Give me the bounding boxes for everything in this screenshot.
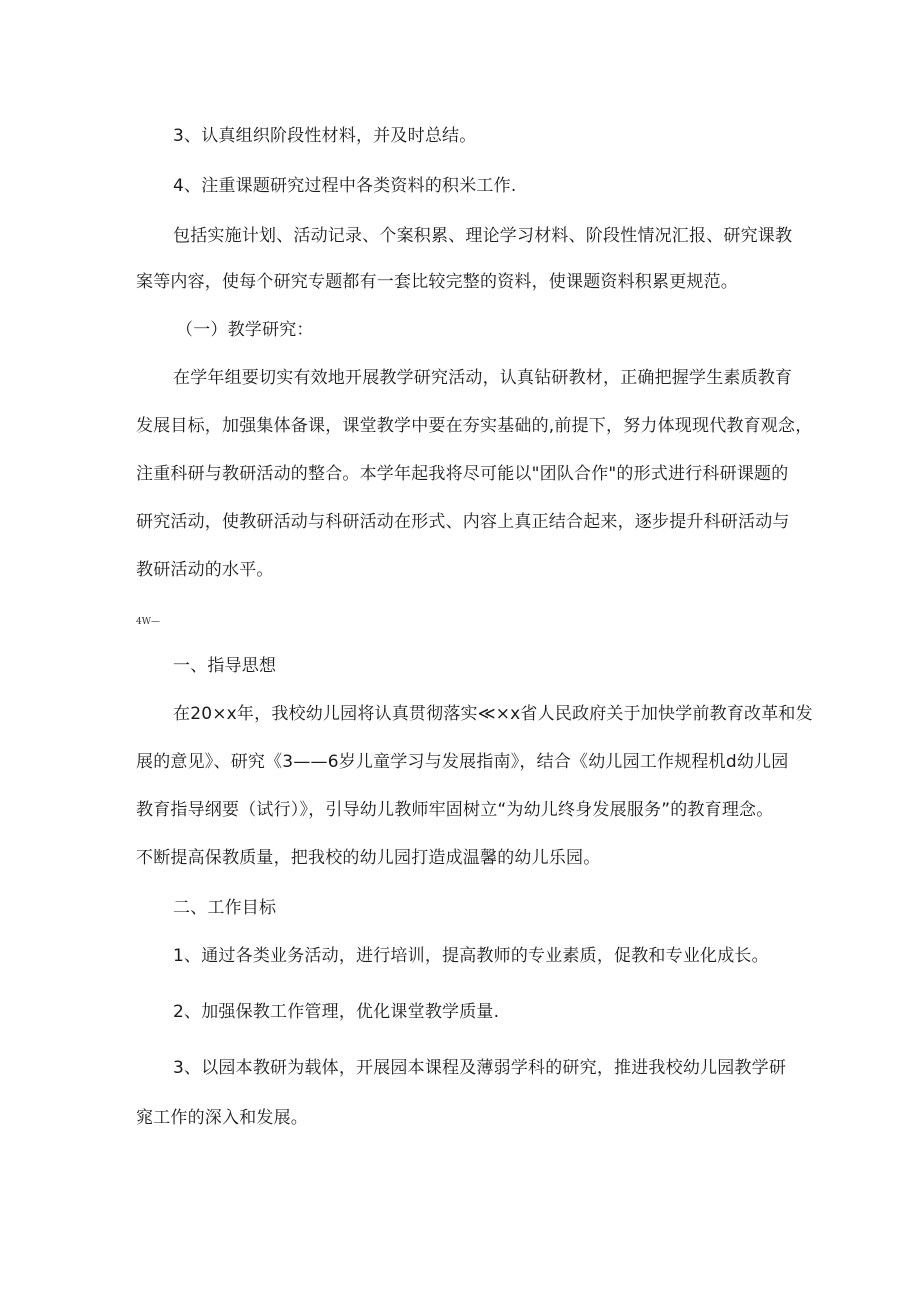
teaching-research-line-2: 发展目标，加强集体备课，课堂教学中要在夯实基础的,前提下，努力体现现代教育观念，: [136, 416, 813, 436]
section1-item-4: 4、注重课题研究过程中各类资料的积米工作.: [173, 176, 517, 196]
goals-item-3-line-2: 窕工作的深入和发展。: [136, 1108, 308, 1128]
teaching-research-line-5: 教研活动的水平。: [136, 560, 274, 580]
goals-item-2: 2、加强保教工作管理，优化课堂教学质量.: [173, 1002, 500, 1022]
page-marker: 4W—: [136, 617, 160, 627]
teaching-research-heading: （一）教学研究：: [176, 320, 314, 340]
goals-item-3-line-1: 3、以园本教研为载体，开展园本课程及薄弱学科的研究，推进我校幼儿园教学研: [173, 1058, 787, 1078]
teaching-research-line-1: 在学年组要切实有效地开展教学研究活动，认真钻研教材，正确把握学生素质教育: [173, 368, 793, 388]
guiding-line-2: 展的意见》、研究《3——6岁儿童学习与发展指南》，结合《幼儿园工作规程机d幼儿园: [136, 752, 789, 772]
goals-item-1: 1、通过各类业务活动，进行培训，提高教师的专业素质，促教和专业化成长。: [173, 946, 769, 966]
section1-paragraph-line-2: 案等内容，使每个研究专题都有一套比较完整的资料，使课题资料积累更规范。: [136, 272, 738, 292]
teaching-research-line-4: 研究活动，使教研活动与科研活动在形式、内容上真正结合起来，逐步提升科研活动与: [136, 512, 790, 532]
guiding-line-1: 在20×x年，我校幼儿园将认真贯彻落实≪×x省人民政府关于加快学前教育改革和发: [173, 704, 813, 724]
guiding-line-3: 教育指导纲要（试行）》，引导幼儿教师牢固树立“为幼儿终身发展服务”的教育理念。: [136, 800, 774, 820]
guiding-line-4: 不断提高保教质量，把我校的幼儿园打造成温馨的幼儿乐园。: [136, 848, 601, 868]
goals-heading: 二、工作目标: [173, 898, 277, 918]
guiding-heading: 一、指导思想: [173, 656, 277, 676]
section1-item-3: 3、认真组织阶段性材料，并及时总结。: [173, 126, 477, 146]
teaching-research-line-3: 注重科研与教研活动的整合。本学年起我将尽可能以"团队合作"的形式进行科研课题的: [136, 464, 789, 484]
section1-paragraph-line-1: 包括实施计划、活动记录、个案积累、理论学习材料、阶段性情况汇报、研究课教: [173, 226, 793, 246]
